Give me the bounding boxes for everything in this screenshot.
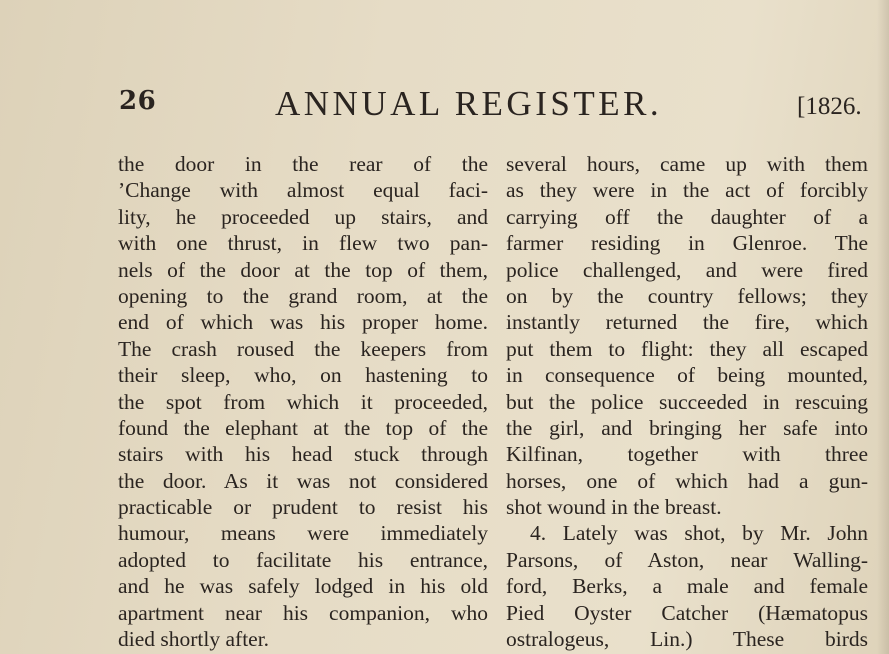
text-line: the door. As it was not considered — [118, 468, 488, 493]
text-line: instantly returned the fire, which — [506, 310, 868, 335]
journal-title: ANNUAL REGISTER. — [275, 84, 663, 123]
text-line: nels of the door at the top of them, — [118, 257, 488, 282]
right-column — [506, 151, 868, 652]
text-line: put them to flight: they all escaped — [506, 336, 868, 361]
text-line: stairs with his head stuck through — [118, 442, 488, 467]
text-line: opening to the grand room, at the — [118, 283, 488, 308]
text-line: but the police succeeded in rescuing — [506, 389, 868, 414]
text-line: apartment near his companion, who — [118, 600, 488, 625]
text-line: the spot from which it proceeded, — [118, 389, 488, 414]
left-column — [118, 151, 488, 652]
text-line: died shortly after. — [118, 627, 270, 652]
text-line: The crash roused the keepers from — [118, 336, 488, 361]
text-line: Pied Oyster Catcher (Hæmatopus — [506, 600, 868, 625]
text-line: adopted to facilitate his entrance, — [118, 547, 488, 572]
page-edge-shadow — [877, 0, 889, 654]
text-line: as they were in the act of forcibly — [506, 178, 868, 203]
text-line: ford, Berks, a male and female — [506, 574, 868, 599]
text-line: found the elephant at the top of the — [118, 415, 488, 440]
text-line: carrying off the daughter of a — [506, 204, 868, 229]
text-line: Parsons, of Aston, near Walling- — [506, 547, 868, 572]
text-line: ’Change with almost equal faci- — [118, 178, 488, 203]
text-line: lity, he proceeded up stairs, and — [118, 204, 488, 229]
text-line: 4. Lately was shot, by Mr. John — [530, 521, 868, 546]
text-line: in consequence of being mounted, — [506, 363, 868, 388]
text-line: ostralogeus, Lin.) These birds — [506, 627, 868, 652]
text-line: horses, one of which had a gun- — [506, 468, 868, 493]
text-line: police challenged, and were fired — [506, 257, 868, 282]
running-head — [0, 86, 889, 126]
year-label: [1826. — [797, 93, 862, 120]
text-line: the girl, and bringing her safe into — [506, 415, 868, 440]
text-line: farmer residing in Glenroe. The — [506, 231, 868, 256]
text-line: their sleep, who, on hastening to — [118, 363, 488, 388]
text-line: end of which was his proper home. — [118, 310, 488, 335]
text-line: humour, means were immediately — [118, 521, 488, 546]
text-line: practicable or prudent to resist his — [118, 495, 488, 520]
page-number: 26 — [119, 86, 157, 116]
text-line: several hours, came up with them — [506, 152, 868, 176]
text-line: with one thrust, in flew two pan- — [118, 231, 488, 256]
text-line: the door in the rear of the — [118, 152, 488, 176]
text-line: on by the country fellows; they — [506, 283, 868, 308]
text-line: and he was safely lodged in his old — [118, 574, 488, 599]
text-line: shot wound in the breast. — [506, 495, 722, 520]
text-line: Kilfinan, together with three — [506, 442, 868, 467]
